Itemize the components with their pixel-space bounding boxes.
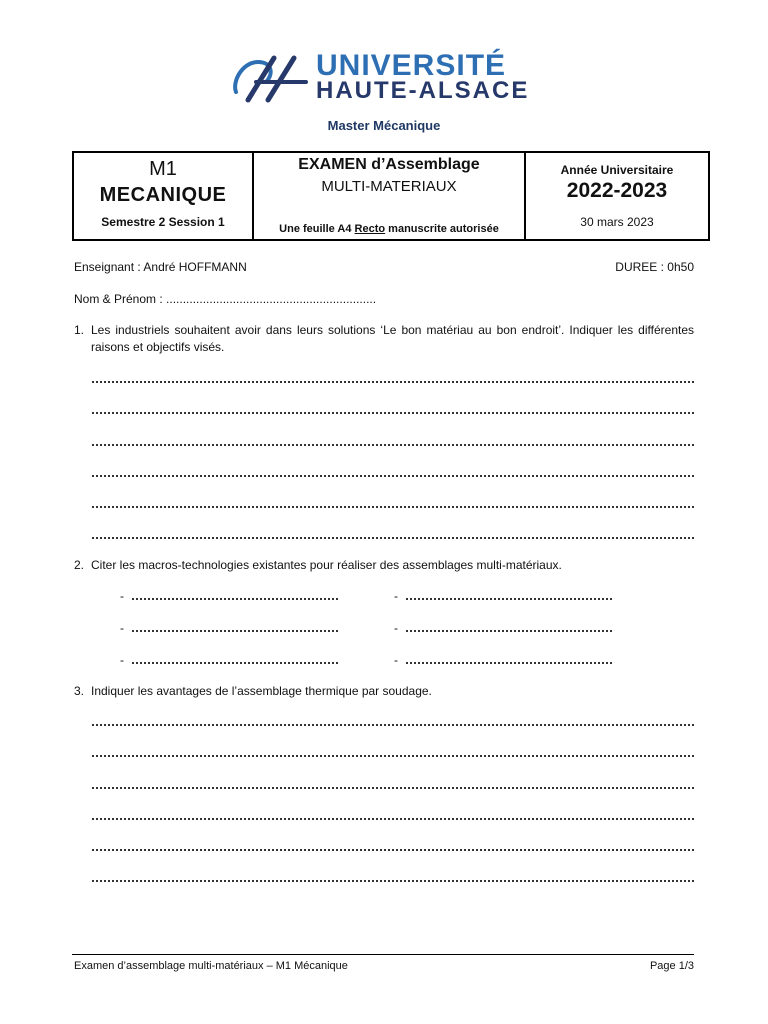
semester-label: Semestre 2 Session 1 (101, 215, 225, 229)
logo-text-line1: UNIVERSITÉ (316, 49, 507, 82)
question-3-text: Indiquer les avantages de l’assemblage thermique par soudage. (91, 684, 432, 698)
year-cell (526, 153, 708, 239)
footer-divider (72, 954, 694, 955)
question-1-number: 1. (74, 323, 85, 337)
answer-line[interactable] (92, 506, 694, 508)
answer-line[interactable] (92, 537, 694, 539)
bullet-answer-line[interactable] (132, 630, 338, 632)
program-title: Master Mécanique (327, 118, 441, 133)
answer-line[interactable] (92, 412, 694, 414)
footer-title: Examen d’assemblage multi-matériaux – M1 Mécanique (74, 960, 348, 972)
allowed-underlined: Recto (354, 223, 386, 235)
level-cell (74, 153, 254, 239)
page-number: Page 1/3 (649, 960, 694, 972)
allowed-prefix: Une feuille A4 (279, 223, 355, 235)
answer-line[interactable] (92, 880, 694, 882)
exam-subtitle: MULTI-MATERIAUX (321, 178, 457, 195)
answer-line[interactable] (92, 724, 694, 726)
university-logo-icon (228, 52, 308, 104)
answer-line[interactable] (92, 381, 694, 383)
bullet-dash: - (394, 621, 398, 635)
bullet-answer-line[interactable] (406, 630, 612, 632)
exam-header-table (72, 151, 710, 241)
allowed-material-note (254, 223, 524, 235)
duration-line: DUREE : 0h50 (615, 260, 694, 274)
bullet-dash: - (394, 653, 398, 667)
exam-date: 30 mars 2023 (580, 215, 654, 229)
bullet-answer-line[interactable] (406, 662, 612, 664)
question-1-text: Les industriels souhaitent avoir dans leurs solutions ‘Le bon matériau au bon endroit’. Indiquer les différentes raisons et objectifs visés. (91, 323, 694, 354)
answer-line[interactable] (92, 475, 694, 477)
bullet-answer-line[interactable] (132, 598, 338, 600)
level-label: M1 (149, 158, 177, 180)
answer-line[interactable] (92, 818, 694, 820)
bullet-dash: - (394, 589, 398, 603)
exam-title: EXAMEN d’Assemblage (298, 156, 480, 173)
bullet-answer-line[interactable] (132, 662, 338, 664)
answer-line[interactable] (92, 755, 694, 757)
teacher-line: Enseignant : André HOFFMANN (74, 260, 247, 274)
question-2-number: 2. (74, 558, 85, 572)
bullet-dash: - (120, 589, 124, 603)
university-logo (228, 50, 544, 106)
question-2-text: Citer les macros-technologies existantes pour réaliser des assemblages multi-matériaux. (91, 558, 562, 572)
answer-line[interactable] (92, 849, 694, 851)
logo-text-line2: HAUTE-ALSACE (316, 77, 530, 104)
bullet-dash: - (120, 653, 124, 667)
question-3-number: 3. (74, 684, 85, 698)
program-label: MECANIQUE (99, 184, 227, 206)
year-label: Année Universitaire (560, 163, 674, 177)
bullet-answer-line[interactable] (406, 598, 612, 600)
answer-line[interactable] (92, 787, 694, 789)
answer-line[interactable] (92, 444, 694, 446)
allowed-suffix: manuscrite autorisée (385, 223, 499, 235)
year-value: 2022-2023 (566, 179, 668, 202)
exam-title-cell (254, 153, 526, 239)
bullet-dash: - (120, 621, 124, 635)
name-field[interactable]: Nom & Prénom : ............................................................... (74, 292, 377, 306)
